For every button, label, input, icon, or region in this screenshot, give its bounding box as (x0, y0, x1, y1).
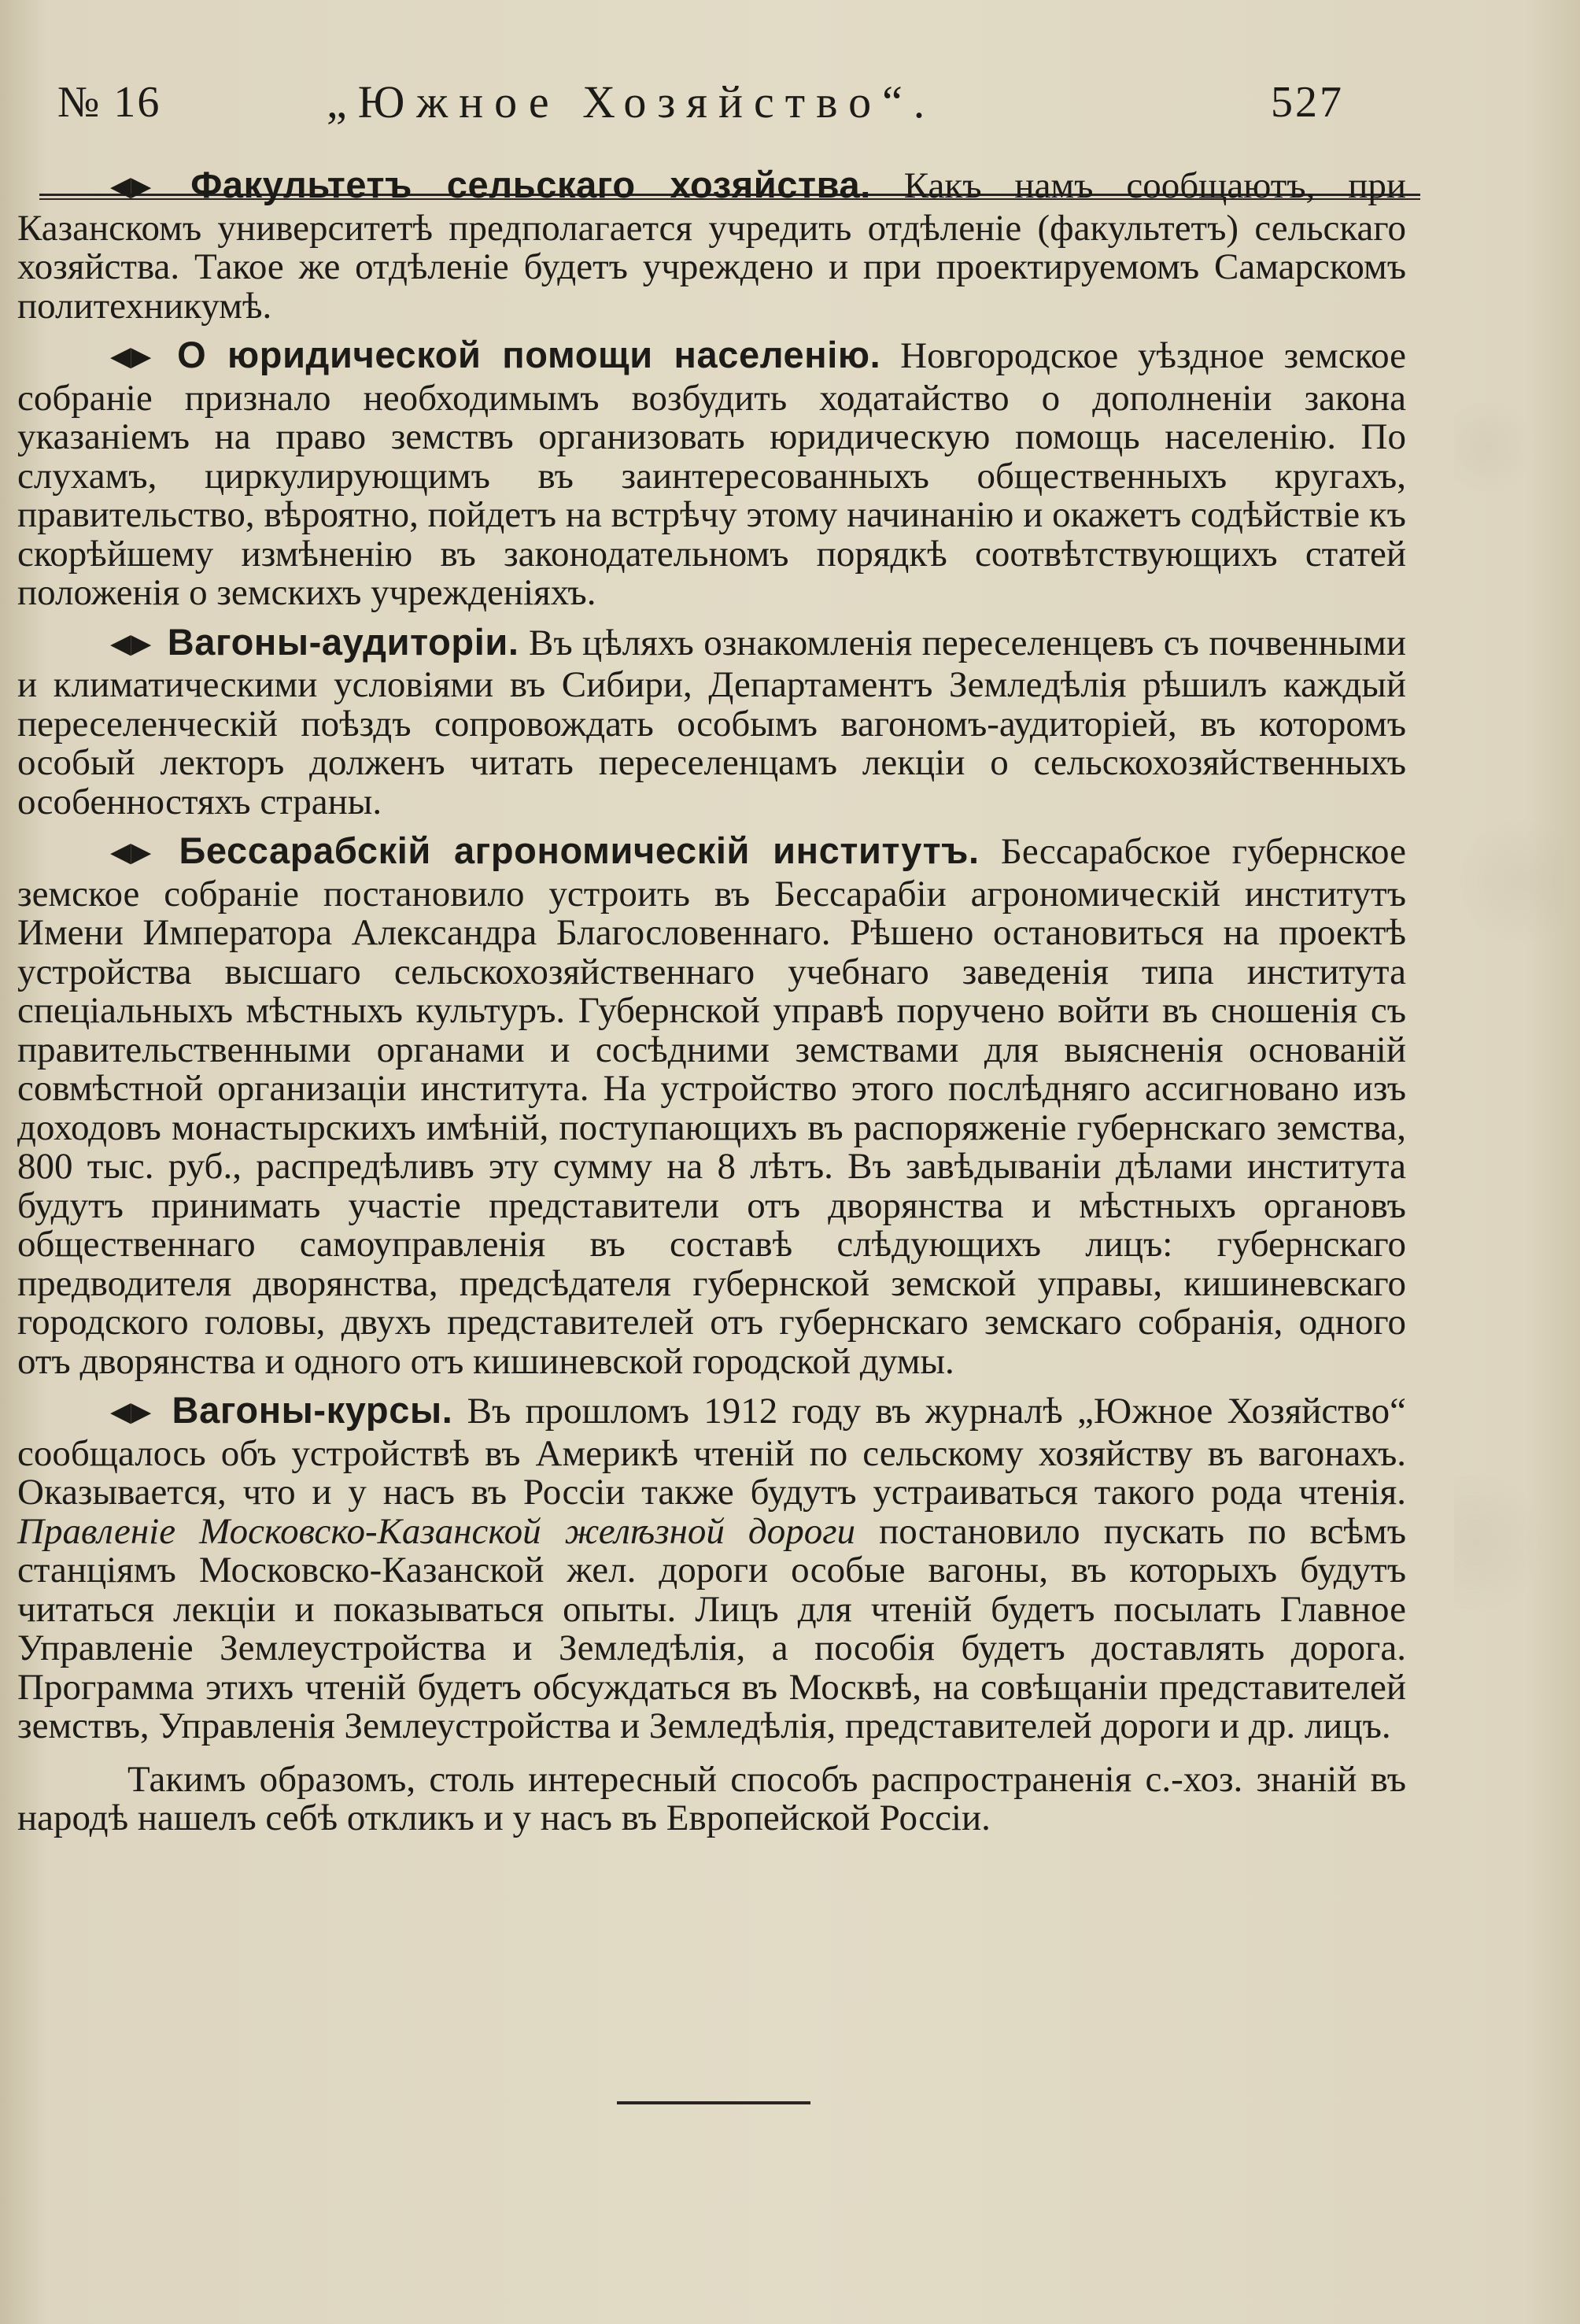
news-text-continued: постановило пускать по всѣмъ станціямъ Московско-Казанской жел. дороги особые вагоны, въ которыхъ будутъ читаться лекціи и показываться опыты. Лицъ для чтеній будетъ посылать Главное Управленіе Землеустройства и Земледѣлія, а пособія будетъ доставлять дорога. Программа этихъ чтеній будетъ обсуждаться въ Москвѣ, на совѣщаніи представителей земствъ, Управленія Землеустройства и Земледѣлія, представителей дороги и др. лицъ. (17, 1510, 1407, 1746)
issue-number: № 16 (57, 78, 161, 127)
news-heading: Вагоны-курсы. (172, 1389, 453, 1431)
news-item-bessarabian-institute (17, 831, 1406, 1381)
page-number: 527 (1271, 78, 1344, 127)
ornament-marker-icon: ◀▶ (110, 627, 152, 660)
end-rule (617, 2101, 810, 2104)
news-heading: Вагоны-аудиторіи. (167, 620, 519, 663)
journal-title: „Южное Хозяйство“. (327, 76, 936, 127)
news-text: Въ цѣляхъ ознакомленія переселенцевъ съ почвенными и климатическими условіями въ Сибири, Департаментъ Земледѣлія рѣшилъ каждый переселенческій поѣздъ сопровождать особымъ вагономъ-аудиторіей, въ которомъ особый лекторъ долженъ читать переселенцамъ лекціи о сельскохозяйственныхъ особенностяхъ страны. (17, 622, 1406, 822)
news-item-auditorium-cars (17, 620, 1406, 822)
paper-texture (1454, 220, 1564, 2109)
closing-text: Такимъ образомъ, столь интересный способъ распространенія с.-хоз. знаній въ народѣ нашелъ себѣ откликъ и у насъ въ Европейской Россіи. (17, 1758, 1406, 1838)
news-item-course-cars (17, 1391, 1406, 1746)
page-header (20, 61, 1401, 140)
news-item-agriculture-faculty (17, 165, 1406, 326)
news-text: Бессарабское губернское земское собраніе постановило устроить въ Бессарабіи агрономическій институтъ Имени Императора Александра Благословеннаго. Рѣшено остановиться на проектѣ устройства высшаго сельскохозяйственнаго учебнаго заведенія типа института спеціальныхъ мѣстныхъ культуръ. Губернской управѣ поручено войти въ сношенія съ правительственными органами и сосѣдними земствами для выясненія основаній совмѣстной организаціи института. На устройство этого послѣдняго ассигновано изъ доходовъ монастырскихъ имѣній, поступающихъ въ распоряженіе губернскаго земства, 800 тыс. руб., распредѣливъ эту сумму на 8 лѣтъ. Въ завѣдываніи дѣлами института будутъ принимать участіе представители отъ дворянства и мѣстныхъ органовъ общественнаго самоуправленія въ составѣ слѣдующихъ лицъ: губернскаго предводителя дворянства, предсѣдателя губернской земской управы, кишиневскаго городского головы, двухъ представителей отъ губернскаго земскаго собранія, одного отъ дворянства и одного отъ кишиневской городской думы. (17, 831, 1406, 1382)
news-text: Новгородское уѣздное земское собраніе признало необходимымъ возбудить ходатайство о дополненіи закона указаніемъ на право земствъ организовать юридическую помощь населенію. По слухамъ, циркулирующимъ въ заинтересованныхъ общественныхъ кругахъ, правительство, вѣроятно, пойдетъ на встрѣчу этому начинанію и окажетъ содѣйствіе къ скорѣйшему измѣненію въ законодательномъ порядкѣ соотвѣтствующихъ статей положенія о земскихъ учрежденіяхъ. (17, 335, 1406, 613)
article-column (17, 165, 1406, 1848)
news-text: Въ прошломъ 1912 году въ журналѣ „Южное Хозяйство“ сообщалось объ устройствѣ въ Америкѣ чтеній по сельскому хозяйству въ вагонахъ. Оказывается, что и у насъ въ Россіи также будутъ устраиваться такого рода чтенія. (17, 1391, 1407, 1513)
news-text: Какъ намъ сообщаютъ, при Казанскомъ университетѣ предполагается учредить отдѣленіе (факультетъ) сельскаго хозяйства. Такое же отдѣленіе будетъ учреждено и при проектируемомъ Самарскомъ политехникумѣ. (17, 165, 1407, 327)
railway-board-italic: Правленіе Московско-Казанской желѣзной дороги (17, 1510, 856, 1552)
news-item-legal-aid (17, 335, 1406, 613)
news-heading: Бессарабскій агрономическій институтъ. (179, 829, 980, 871)
ornament-marker-icon: ◀▶ (110, 171, 152, 202)
news-heading: О юридической помощи населенію. (177, 334, 881, 375)
news-heading: Факультетъ сельскаго хозяйства. (190, 164, 871, 205)
closing-paragraph (17, 1758, 1406, 1838)
ornament-marker-icon: ◀▶ (110, 1396, 152, 1428)
ornament-marker-icon: ◀▶ (110, 837, 152, 868)
ornament-marker-icon: ◀▶ (110, 341, 152, 372)
